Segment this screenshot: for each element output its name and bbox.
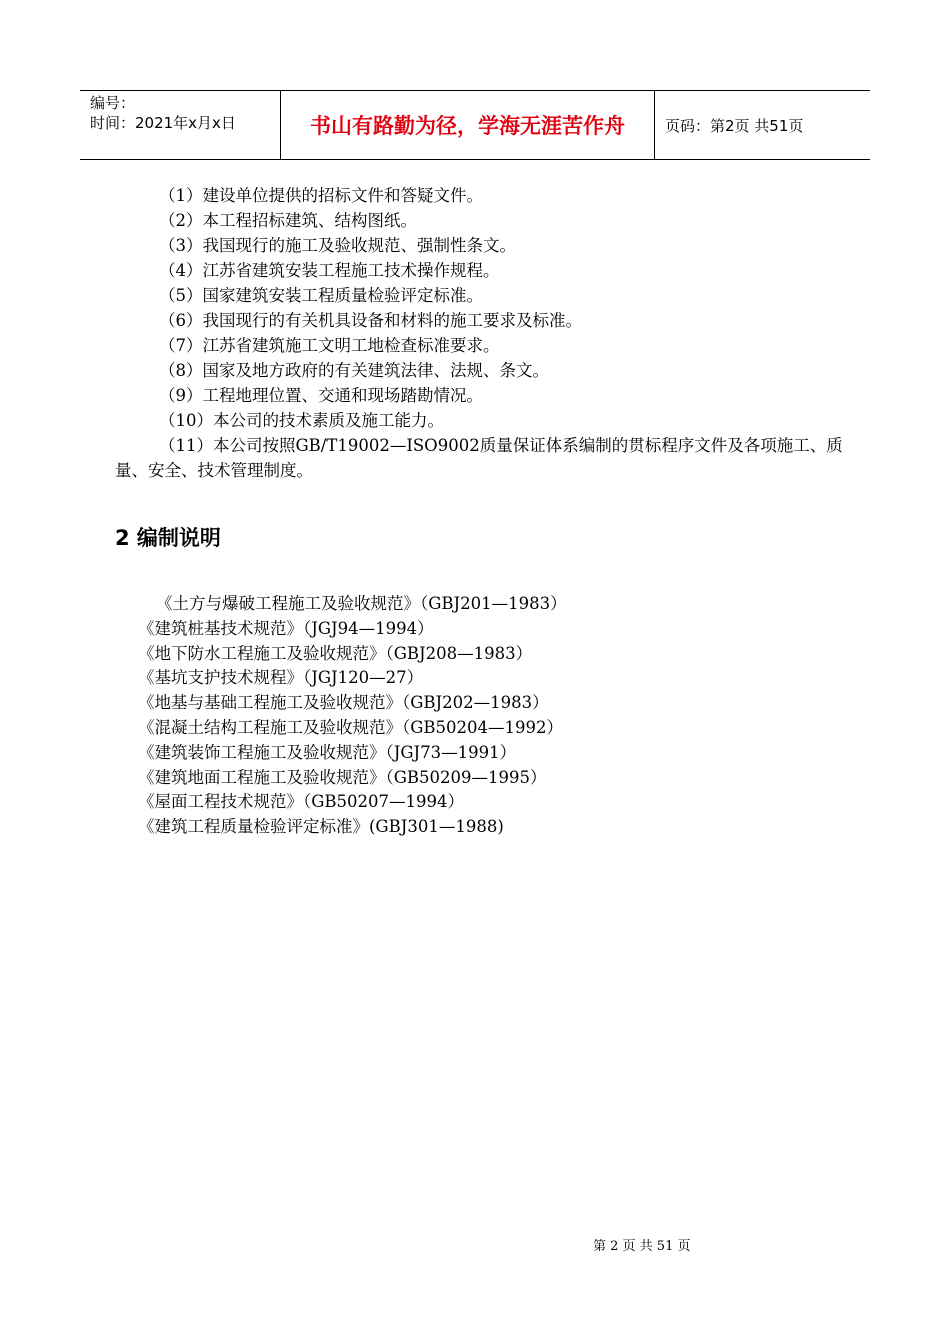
document-number: 编号： bbox=[90, 94, 136, 112]
list-item: （8）国家及地方政府的有关建筑法律、法规、条文。 bbox=[159, 361, 549, 380]
section-heading: 2 编制说明 bbox=[115, 526, 221, 550]
reference-item: 《建筑桩基技术规范》（JGJ94—1994） bbox=[138, 618, 434, 638]
list-item: （2）本工程招标建筑、结构图纸。 bbox=[159, 211, 417, 230]
list-item: （3）我国现行的施工及验收规范、强制性条文。 bbox=[159, 236, 516, 255]
reference-item: 《屋面工程技术规范》（GB50207—1994） bbox=[138, 792, 465, 812]
list-item: （9）工程地理位置、交通和现场踏勘情况。 bbox=[159, 386, 483, 405]
header-meta bbox=[80, 91, 281, 159]
reference-item: 《土方与爆破工程施工及验收规范》（GBJ201—1983） bbox=[156, 594, 567, 613]
page-header bbox=[80, 90, 870, 160]
reference-item: 《混凝土结构工程施工及验收规范》（GB50204—1992） bbox=[138, 717, 564, 737]
list-item: （1）建设单位提供的招标文件和答疑文件。 bbox=[159, 186, 483, 205]
reference-list bbox=[138, 592, 567, 840]
reference-item: 《地下防水工程施工及验收规范》（GBJ208—1983） bbox=[138, 643, 533, 663]
reference-item: 《建筑地面工程施工及验收规范》（GB50209—1995） bbox=[138, 767, 547, 787]
list-item: （6）我国现行的有关机具设备和材料的施工要求及标准。 bbox=[159, 311, 582, 330]
list-item: （11）本公司按照GB/T19002—ISO9002质量保证体系编制的贯标程序文件及各项施工、质量、安全、技术管理制度。 bbox=[115, 436, 843, 480]
reference-item: 《基坑支护技术规程》（JGJ120—27） bbox=[138, 668, 424, 688]
reference-item: 《建筑工程质量检验评定标准》(GBJ301—1988) bbox=[138, 817, 504, 837]
document-time: 时间：2021年x月x日 bbox=[90, 114, 236, 132]
basis-list bbox=[115, 183, 845, 483]
reference-item: 《建筑装饰工程施工及验收规范》（JGJ73—1991） bbox=[138, 742, 517, 762]
list-item: （10）本公司的技术素质及施工能力。 bbox=[159, 411, 444, 430]
reference-item: 《地基与基础工程施工及验收规范》（GBJ202—1983） bbox=[138, 693, 549, 713]
page-footer: 第 2 页 共 51 页 bbox=[593, 1239, 691, 1254]
header-page-info: 页码：第2页 共51页 bbox=[665, 116, 804, 135]
header-motto: 书山有路勤为径，学海无涯苦作舟 bbox=[281, 91, 655, 159]
list-item: （4）江苏省建筑安装工程施工技术操作规程。 bbox=[159, 261, 500, 280]
list-item: （5）国家建筑安装工程质量检验评定标准。 bbox=[159, 286, 483, 305]
list-item: （7）江苏省建筑施工文明工地检查标准要求。 bbox=[159, 336, 500, 355]
